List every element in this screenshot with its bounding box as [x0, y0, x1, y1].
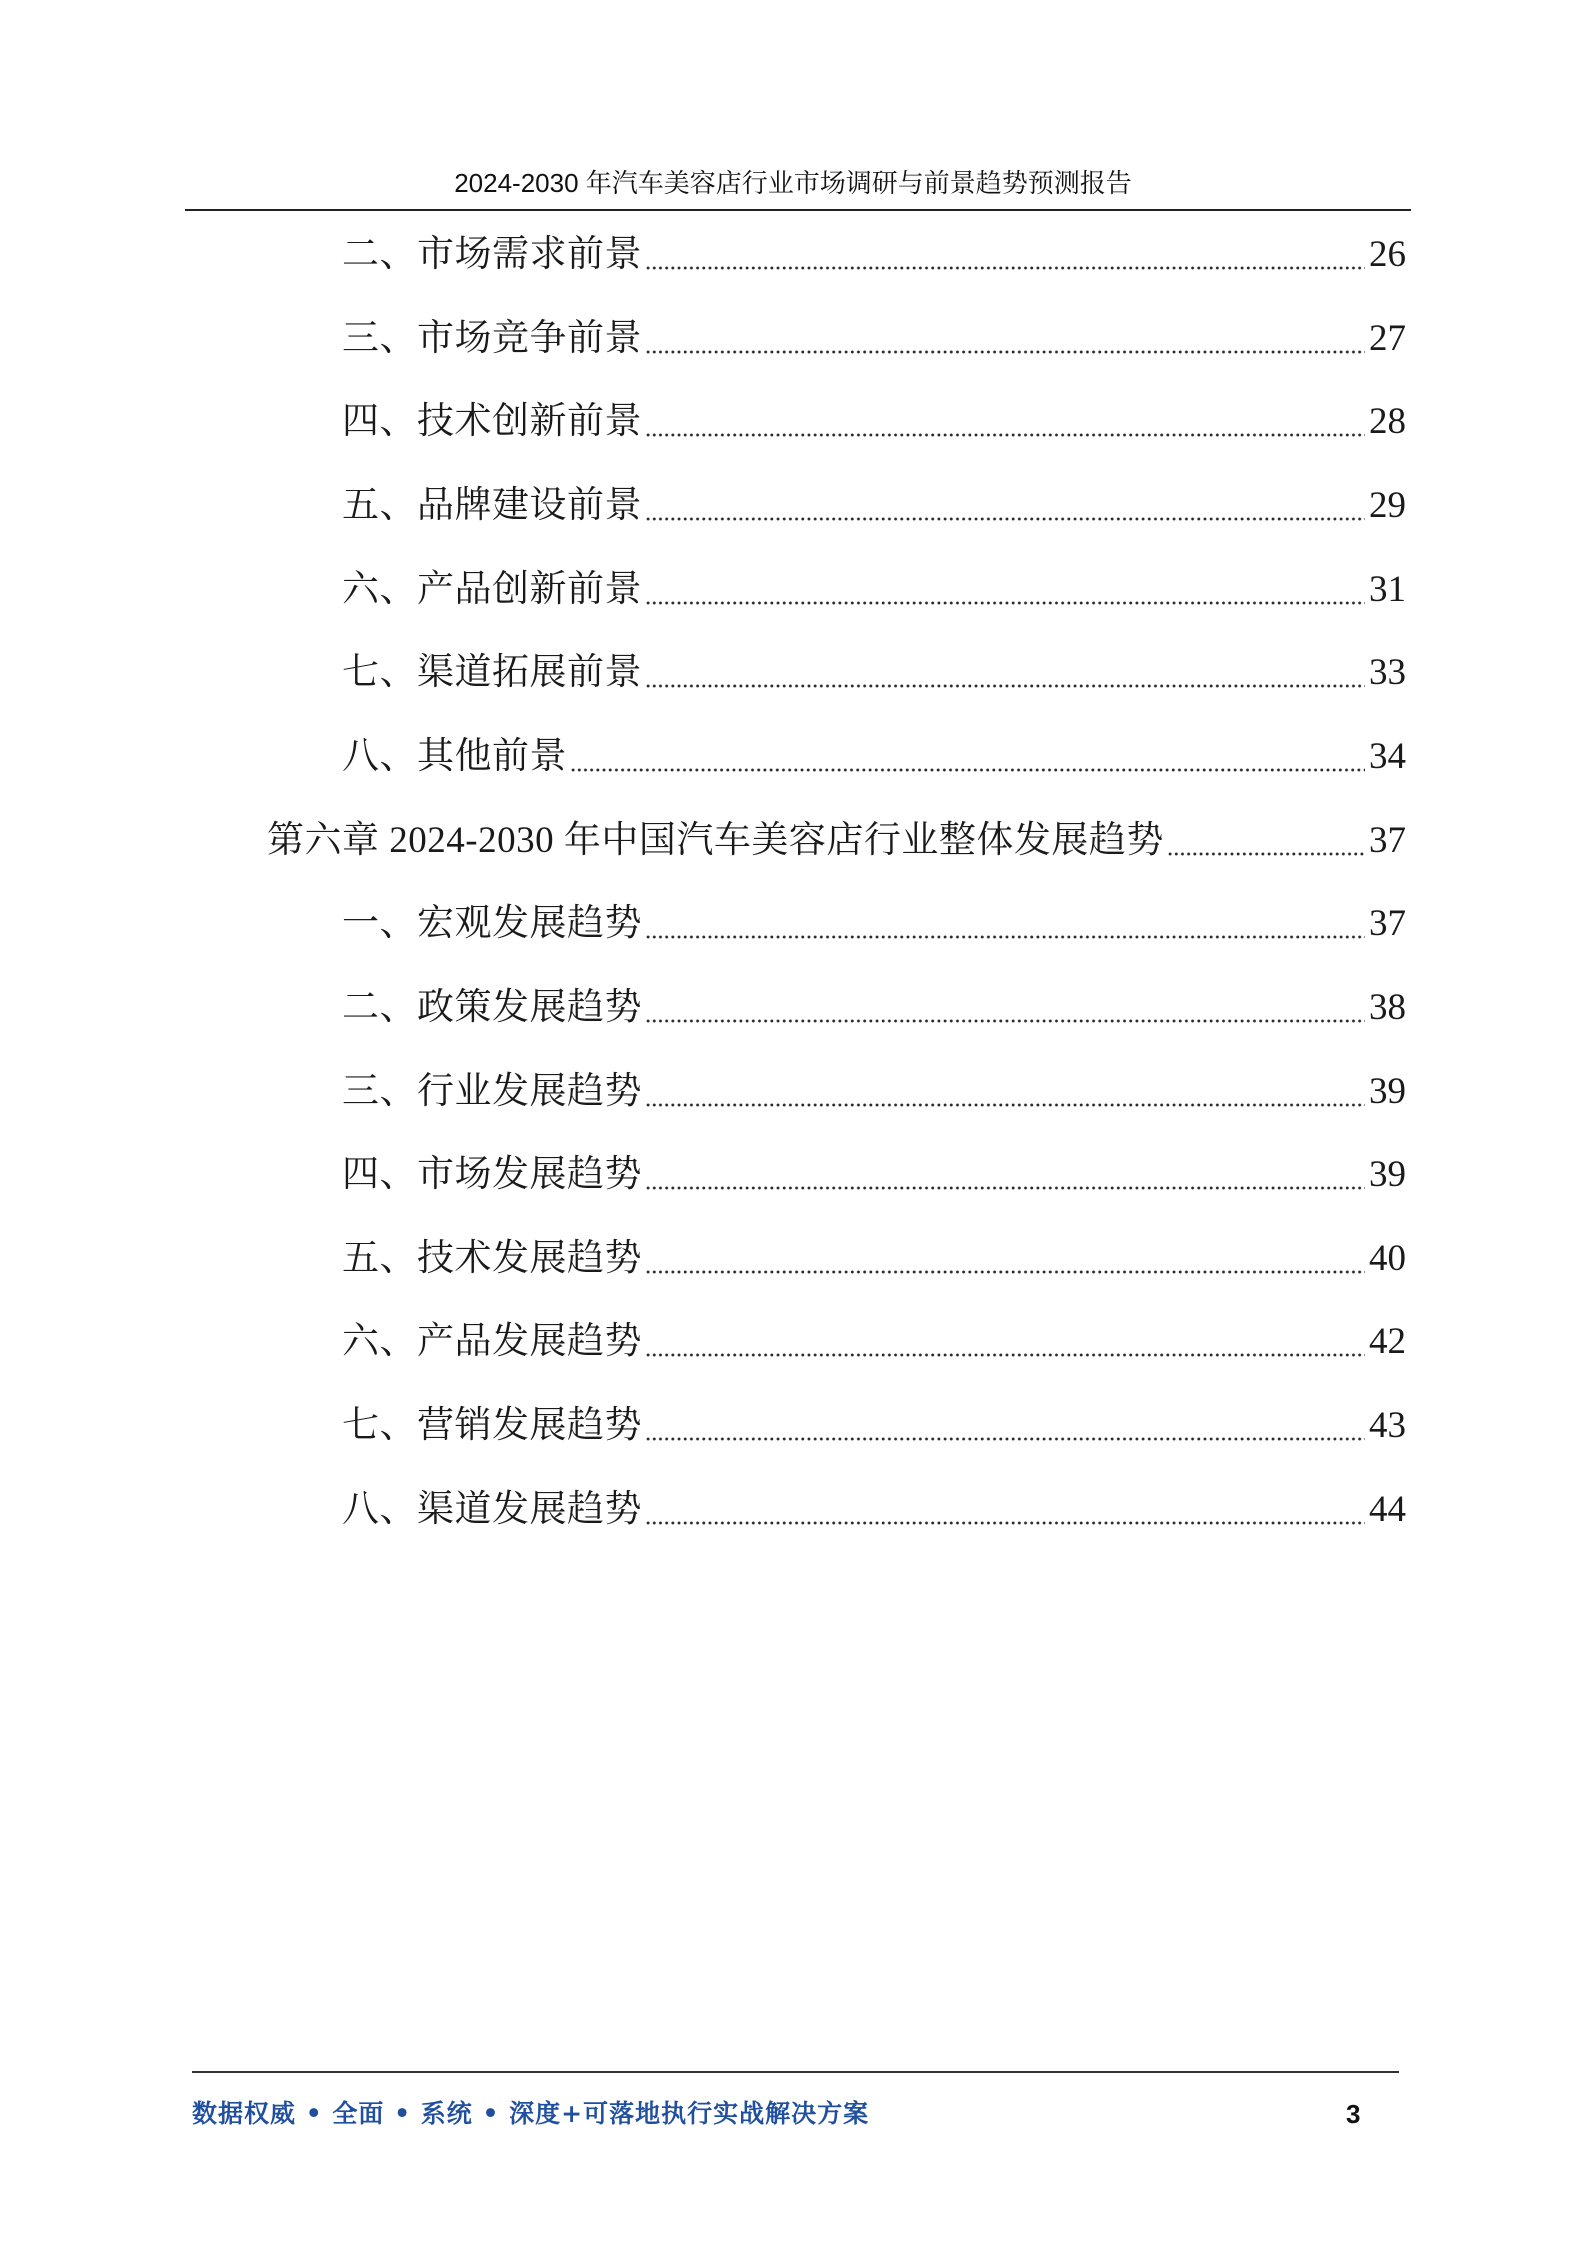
toc-entry-page-number: 33 [1369, 652, 1406, 694]
toc-entry-page-number: 31 [1369, 568, 1406, 610]
toc-entry-label: 三、行业发展趋势 [342, 1070, 642, 1112]
toc-entry-page-number: 42 [1369, 1321, 1406, 1363]
toc-entry-page-number: 26 [1369, 234, 1406, 275]
toc-section-entry[interactable] [342, 397, 1406, 447]
dot-leader [645, 1234, 1365, 1284]
toc-entry-page-number: 43 [1369, 1405, 1406, 1447]
toc-entry-page-number: 34 [1369, 735, 1406, 777]
toc-entry-label: 四、技术创新前景 [342, 401, 642, 443]
toc-entry-label: 三、市场竞争前景 [342, 317, 642, 359]
toc-section-entry[interactable] [342, 1401, 1406, 1451]
dot-leader [645, 1067, 1365, 1117]
toc-entry-label: 五、品牌建设前景 [342, 484, 642, 526]
toc-entry-page-number: 39 [1369, 1070, 1406, 1112]
toc-entry-page-number: 39 [1369, 1154, 1406, 1196]
dot-leader [1167, 816, 1365, 866]
dot-leader [645, 899, 1365, 949]
dot-leader [645, 230, 1365, 280]
dot-leader [645, 983, 1365, 1033]
toc-entry-page-number: 29 [1369, 484, 1406, 526]
toc-section-entry[interactable] [342, 899, 1406, 949]
toc-entry-page-number: 27 [1369, 317, 1406, 359]
toc-entry-label: 第六章 2024-2030 年中国汽车美容店行业整体发展趋势 [267, 819, 1164, 861]
footer-slogan: 数据权威 • 全面 • 系统 • 深度+可落地执行实战解决方案 [192, 2099, 870, 2128]
page-header-title: 2024-2030 年汽车美容店行业市场调研与前景趋势预测报告 [454, 168, 1132, 198]
toc-entry-label: 二、市场需求前景 [342, 234, 642, 275]
toc-section-entry[interactable] [342, 230, 1406, 280]
toc-entry-label: 八、其他前景 [342, 735, 567, 777]
dot-leader [645, 565, 1365, 615]
toc-section-entry[interactable] [342, 1485, 1406, 1535]
toc-entry-page-number: 28 [1369, 401, 1406, 443]
dot-leader [645, 397, 1365, 447]
toc-section-entry[interactable] [342, 481, 1406, 531]
toc-entry-label: 五、技术发展趋势 [342, 1237, 642, 1279]
toc-entry-label: 六、产品发展趋势 [342, 1321, 642, 1363]
toc-entry-label: 八、渠道发展趋势 [342, 1488, 642, 1530]
toc-entry-page-number: 37 [1369, 903, 1406, 945]
toc-entry-page-number: 37 [1369, 819, 1406, 861]
footer-page-number: 3 [1346, 2099, 1361, 2129]
dot-leader [645, 1150, 1365, 1200]
toc-entry-label: 七、渠道拓展前景 [342, 652, 642, 694]
toc-section-entry[interactable] [342, 1067, 1406, 1117]
toc-section-entry[interactable] [342, 565, 1406, 615]
toc-entry-page-number: 38 [1369, 986, 1406, 1028]
toc-section-entry[interactable] [342, 732, 1406, 782]
toc-entry-label: 二、政策发展趋势 [342, 986, 642, 1028]
toc-entry-page-number: 44 [1369, 1488, 1406, 1530]
dot-leader [645, 314, 1365, 364]
toc-chapter-entry[interactable] [267, 816, 1406, 866]
toc-entry-label: 七、营销发展趋势 [342, 1405, 642, 1447]
toc-section-entry[interactable] [342, 1234, 1406, 1284]
dot-leader [645, 1317, 1365, 1367]
dot-leader [570, 732, 1365, 782]
dot-leader [645, 648, 1365, 698]
toc-section-entry[interactable] [342, 648, 1406, 698]
toc-entry-label: 四、市场发展趋势 [342, 1154, 642, 1196]
toc-section-entry[interactable] [342, 314, 1406, 364]
toc-section-entry[interactable] [342, 1150, 1406, 1200]
dot-leader [645, 1485, 1365, 1535]
toc-entry-label: 一、宏观发展趋势 [342, 903, 642, 945]
toc-entry-label: 六、产品创新前景 [342, 568, 642, 610]
toc-section-entry[interactable] [342, 1317, 1406, 1367]
toc-section-entry[interactable] [342, 983, 1406, 1033]
footer-divider [192, 2071, 1399, 2073]
dot-leader [645, 481, 1365, 531]
toc-entry-page-number: 40 [1369, 1237, 1406, 1279]
dot-leader [645, 1401, 1365, 1451]
